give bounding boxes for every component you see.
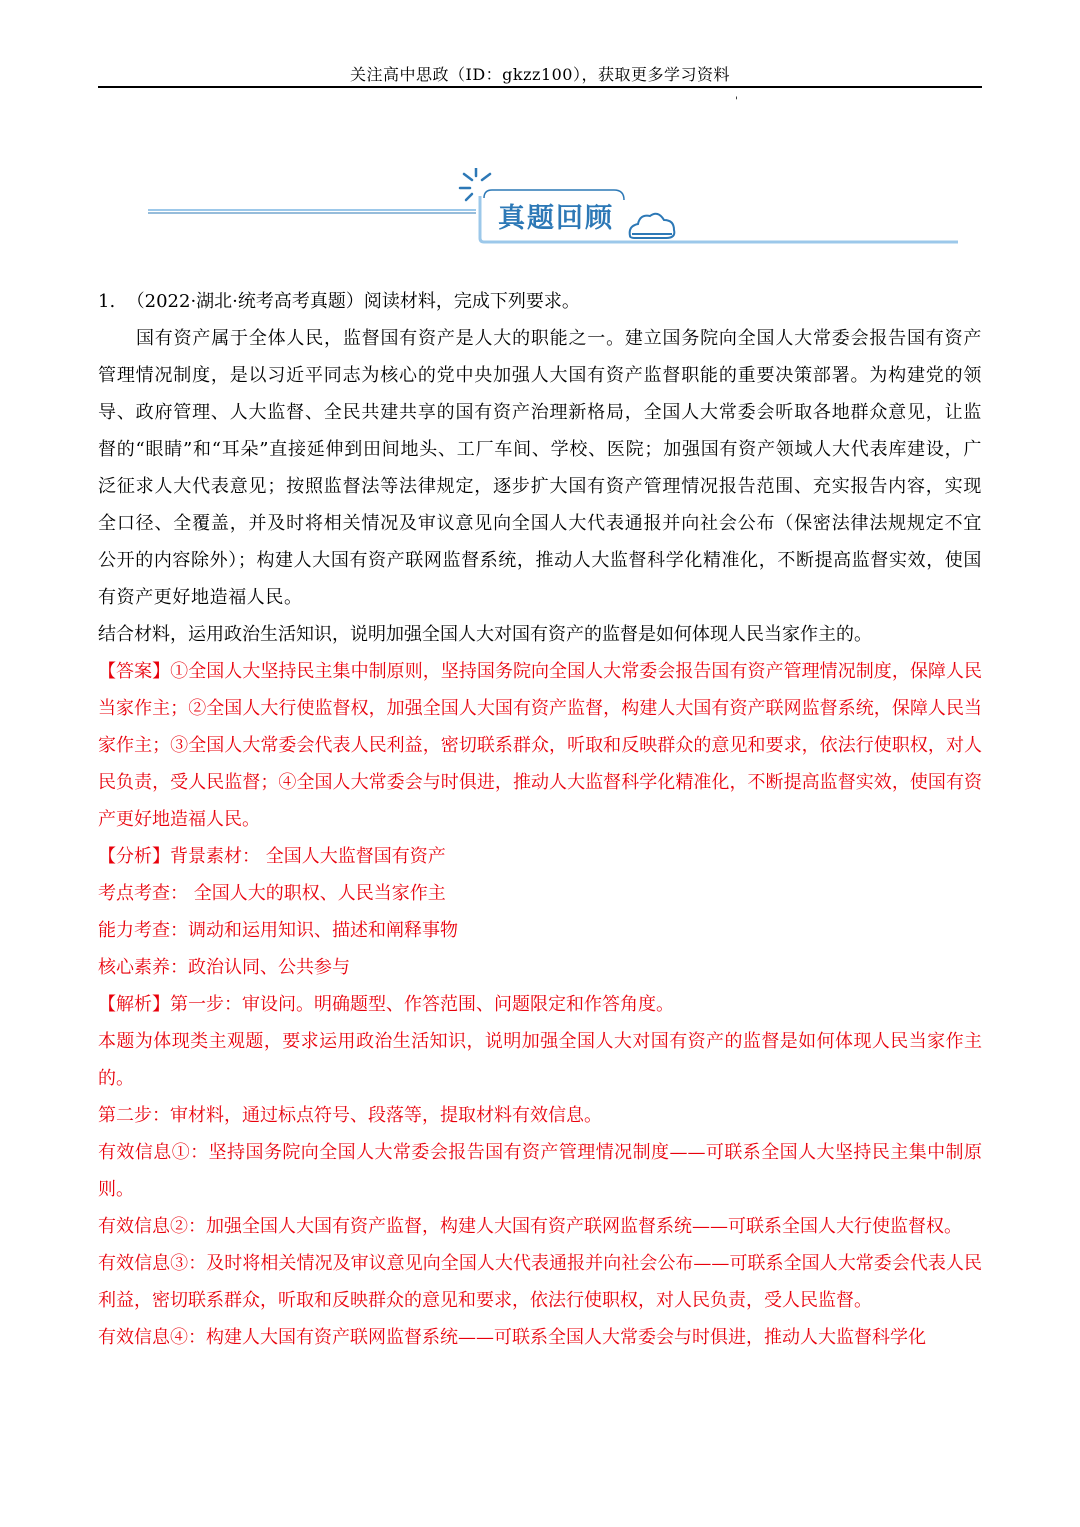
effective-info-3: 有效信息③：及时将相关情况及审议意见向全国人大代表通报并向社会公布——可联系全国人大常委会代表人民利益，密切联系群众，听取和反映群众的意见和要求，依法行使职权，对人民负责，受人民监督。 xyxy=(98,1253,982,1311)
answer-label: 【答案】 xyxy=(98,661,171,682)
explanation-step2: 第二步：审材料，通过标点符号、段落等，提取材料有效信息。 xyxy=(98,1105,602,1126)
explanation-step1-detail: 本题为体现类主观题，要求运用政治生活知识，说明加强全国人大对国有资产的监督是如何体现人民当家作主的。 xyxy=(98,1031,982,1089)
sparkle-icon xyxy=(460,168,490,200)
analysis-exam-points: 考点考查： 全国人大的职权、人民当家作主 xyxy=(98,883,446,904)
analysis-label: 【分析】 xyxy=(98,846,170,867)
effective-info-4: 有效信息④：构建人大国有资产联网监督系统——可联系全国人大常委会与时俱进，推动人大监督科学化 xyxy=(98,1327,926,1348)
explanation-step1-text: 第一步：审设问。明确题型、作答范围、问题限定和作答角度。 xyxy=(170,994,674,1015)
document-body xyxy=(98,283,982,1356)
explanation-label: 【解析】 xyxy=(98,994,170,1015)
header-divider xyxy=(98,86,982,88)
answer-text: ①全国人大坚持民主集中制原则，坚持国务院向全国人大常委会报告国有资产管理情况制度，保障人民当家作主；②全国人大行使监督权，加强全国人大国有资产监督，构建人大国有资产联网监督系统，保障人民当家作主；③全国人大常委会代表人民利益，密切联系群众，听取和反映群众的意见和要求，依法行使职权，对人民负责，受人民监督；④全国人大常委会与时俱进，推动人大监督科学化精准化，不断提高监督实效，使国有资产更好地造福人民。 xyxy=(98,661,983,830)
question-source: （2022·湖北·统考高考真题） xyxy=(126,291,364,312)
analysis-background-text: 背景素材： 全国人大监督国有资产 xyxy=(170,846,446,867)
header-mark: ' xyxy=(735,96,738,107)
question-heading xyxy=(98,283,982,320)
explanation-step1 xyxy=(98,986,982,1023)
cloud-icon xyxy=(630,214,675,238)
effective-info-1: 有效信息①：坚持国务院向全国人大常委会报告国有资产管理情况制度——可联系全国人大坚持民主集中制原则。 xyxy=(98,1142,982,1200)
effective-info-2: 有效信息②：加强全国人大国有资产监督，构建人大国有资产联网监督系统——可联系全国人大行使监督权。 xyxy=(98,1216,962,1237)
banner-title: 真题回顾 xyxy=(498,203,614,234)
analysis-background xyxy=(98,838,982,875)
analysis-literacy: 核心素养：政治认同、公共参与 xyxy=(98,957,350,978)
answer-block xyxy=(98,653,982,838)
header-text: 关注高中思政（ID：gkzz100），获取更多学习资料 xyxy=(350,65,730,84)
question-instruction: 阅读材料，完成下列要求。 xyxy=(363,291,580,312)
question-number: 1. xyxy=(98,291,116,312)
question-prompt: 结合材料，运用政治生活知识，说明加强全国人大对国有资产的监督是如何体现人民当家作主的。 xyxy=(98,624,872,645)
analysis-ability: 能力考查：调动和运用知识、描述和阐释事物 xyxy=(98,920,458,941)
question-material: 国有资产属于全体人民，监督国有资产是人大的职能之一。建立国务院向全国人大常委会报告国有资产管理情况制度，是以习近平同志为核心的党中央加强人大国有资产监督职能的重要决策部署。为构建党的领导、政府管理、人大监督、全民共建共享的国有资产治理新格局，全国人大常委会听取各地群众意见，让监督的“眼睛”和“耳朵”直接延伸到田间地头、工厂车间、学校、医院；加强国有资产领域人大代表库建设，广泛征求人大代表意见；按照监督法等法律规定，逐步扩大国有资产管理情况报告范围、充实报告内容，实现全口径、全覆盖，并及时将相关情况及审议意见向全国人大代表通报并向社会公布（保密法律法规规定不宜公开的内容除外）；构建人大国有资产联网监督系统，推动人大监督科学化精准化，不断提高监督实效，使国有资产更好地造福人民。 xyxy=(98,328,982,608)
